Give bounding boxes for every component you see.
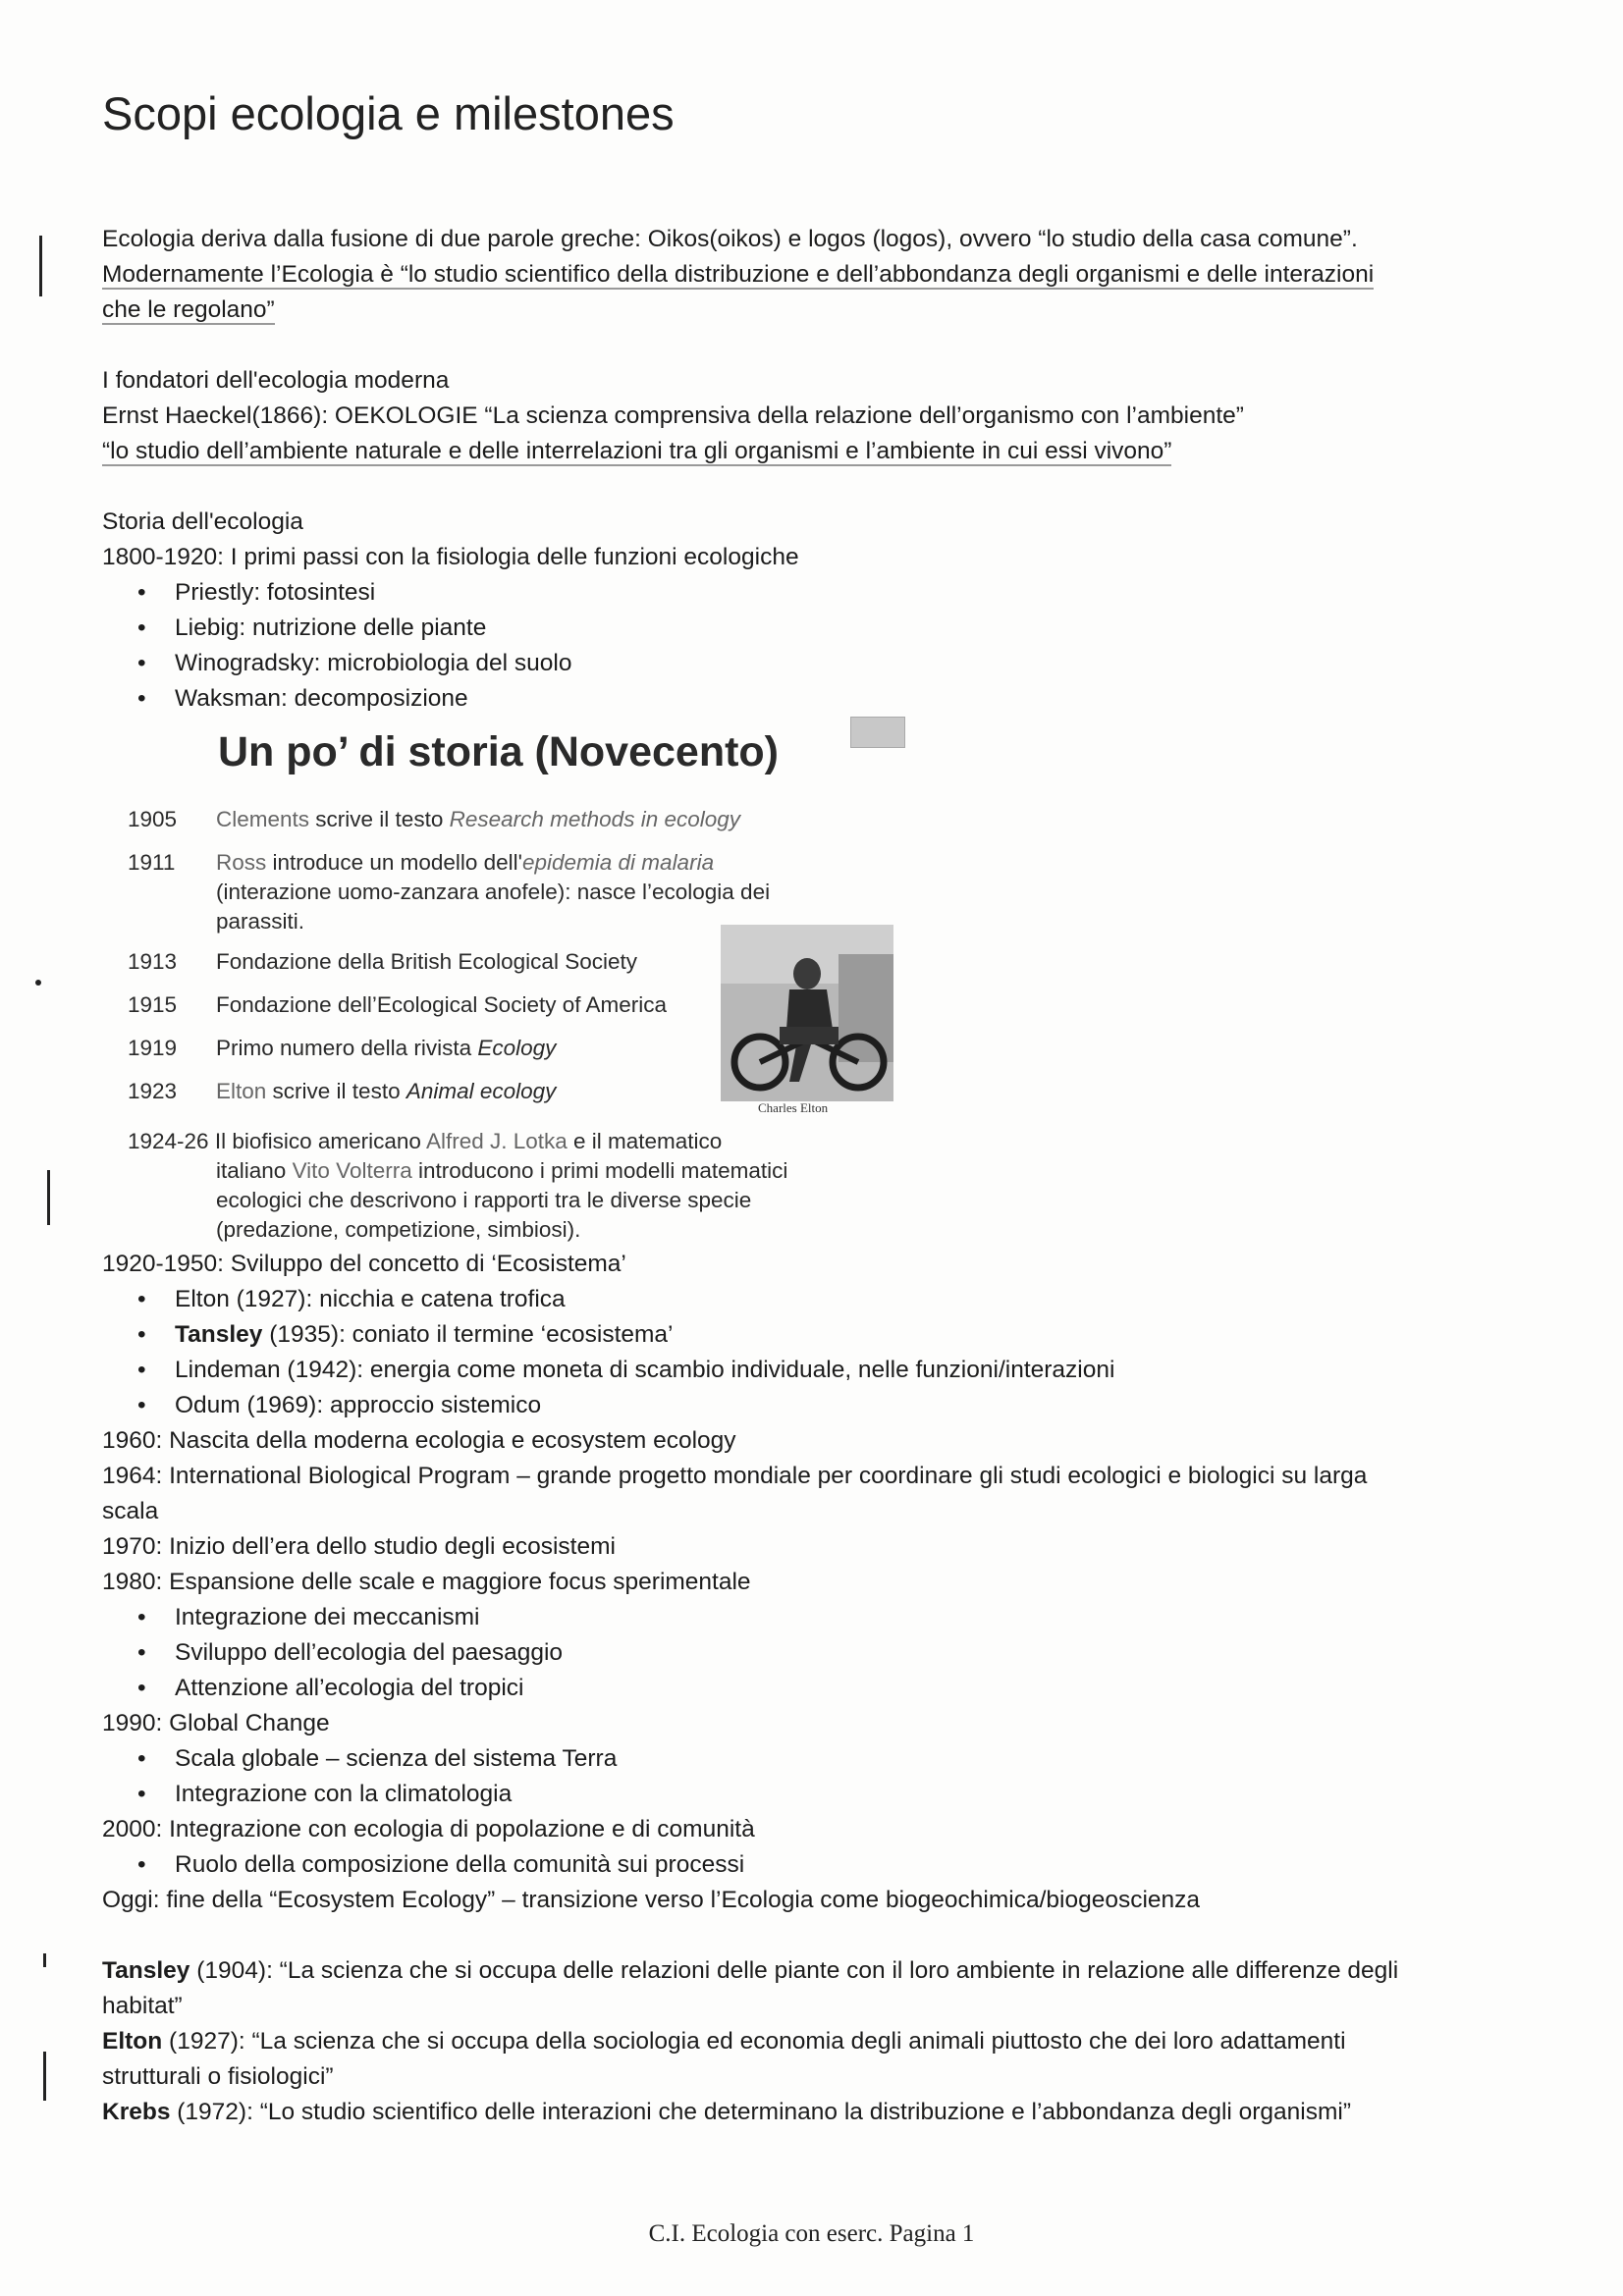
slide-row-1905: 1905 Clements scrive il testo Research methods in ecology	[128, 807, 741, 831]
scan-mark	[39, 236, 42, 296]
slide-row-1915: 1915 Fondazione dell’Ecological Society of America	[128, 992, 667, 1017]
scan-mark	[43, 2052, 46, 2101]
history-period-1800: 1800-1920: I primi passi con la fisiologia delle funzioni ecologiche	[102, 544, 799, 570]
scan-mark	[43, 1953, 46, 1967]
period-1800-list	[137, 575, 571, 717]
list-item: • Elton (1927): nicchia e catena trofica	[137, 1282, 1114, 1317]
definition-tansley: Tansley (1904): “La scienza che si occupa delle relazioni delle piante con il loro ambiente in relazione alle differenze degli	[102, 1957, 1399, 1984]
history-heading: Storia dell'ecologia	[102, 508, 303, 535]
slide-row-1923: 1923 Elton scrive il testo Animal ecology	[128, 1079, 557, 1103]
charles-elton-photo	[721, 925, 893, 1101]
list-item: • Priestly: fotosintesi	[137, 575, 571, 611]
intro-line-1: Ecologia deriva dalla fusione di due parole greche: Oikos(oikos) e logos (logos), ovvero “lo studio della casa comune”.	[102, 226, 1358, 252]
page-title: Scopi ecologia e milestones	[102, 87, 675, 139]
embedded-slide	[118, 707, 908, 1247]
slide-title: Un po’ di storia (Novecento)	[218, 728, 779, 775]
definition-krebs: Krebs (1972): “Lo studio scientifico delle interazioni che determinano la distribuzione e l’abbondanza degli organismi”	[102, 2099, 1352, 2125]
list-item: • Liebig: nutrizione delle piante	[137, 611, 571, 646]
list-item: • Scala globale – scienza del sistema Terra	[137, 1741, 617, 1777]
slide-row-1913: 1913 Fondazione della British Ecological Society	[128, 949, 637, 974]
list-item: • Odum (1969): approccio sistemico	[137, 1388, 1114, 1423]
year-1980-list	[137, 1600, 563, 1706]
founders-heading: I fondatori dell'ecologia moderna	[102, 367, 450, 394]
list-item: • Attenzione all’ecologia del tropici	[137, 1671, 563, 1706]
year-2000-list	[137, 1847, 744, 1883]
year-1990-list	[137, 1741, 617, 1812]
intro-line-3: che le regolano”	[102, 296, 275, 323]
year-1960: 1960: Nascita della moderna ecologia e ecosystem ecology	[102, 1427, 736, 1454]
founders-line-1: Ernst Haeckel(1866): OEKOLOGIE “La scienza comprensiva della relazione dell’organismo con l’ambiente”	[102, 402, 1244, 429]
period-1920-list	[137, 1282, 1114, 1423]
scan-mark	[35, 980, 41, 986]
scan-mark	[47, 1170, 50, 1225]
photo-caption: Charles Elton	[758, 1100, 829, 1115]
year-1964-cont: scala	[102, 1498, 159, 1524]
list-item: • Winogradsky: microbiologia del suolo	[137, 646, 571, 681]
year-1964: 1964: International Biological Program – grande progetto mondiale per coordinare gli studi ecologici e biologici su larga	[102, 1463, 1368, 1489]
definition-elton: Elton (1927): “La scienza che si occupa della sociologia ed economia degli animali piuttosto che dei loro adattamenti	[102, 2028, 1346, 2055]
oggi-line: Oggi: fine della “Ecosystem Ecology” – transizione verso l’Ecologia come biogeochimica/biogeoscienza	[102, 1887, 1201, 1913]
intro-line-2: Modernamente l’Ecologia è “lo studio scientifico della distribuzione e dell’abbondanza degli organismi e delle interazioni	[102, 261, 1375, 288]
list-item: • Tansley (1935): coniato il termine ‘ecosistema’	[137, 1317, 1114, 1353]
motorcycle-photo-graphic	[721, 925, 893, 1101]
year-1970: 1970: Inizio dell’era dello studio degli ecosistemi	[102, 1533, 616, 1560]
list-item: • Waksman: decomposizione	[137, 681, 571, 717]
slide-row-1911: 1911 Ross introduce un modello dell'epidemia di malaria (interazione uomo-zanzara anofele): nasce l’ecologia dei parassiti.	[128, 850, 771, 934]
list-item: • Integrazione dei meccanismi	[137, 1600, 563, 1635]
slide-row-1924: 1924-26 Il biofisico americano Alfred J. Lotka e il matematico italiano Vito Volterra introducono i primi modelli matematici ecologici che descrivono i rapporti tra le diverse specie (predazione, competizione, simbiosi).	[128, 1129, 788, 1242]
definition-tansley-cont: habitat”	[102, 1993, 183, 2019]
founders-line-2: “lo studio dell’ambiente naturale e delle interrelazioni tra gli organismi e l’ambiente in cui essi vivono”	[102, 438, 1172, 464]
year-1990: 1990: Global Change	[102, 1710, 330, 1736]
definition-elton-cont: strutturali o fisiologici”	[102, 2063, 334, 2090]
slide-row-1919: 1919 Primo numero della rivista Ecology	[128, 1036, 557, 1060]
period-1920: 1920-1950: Sviluppo del concetto di ‘Ecosistema’	[102, 1251, 626, 1277]
year-1980: 1980: Espansione delle scale e maggiore focus sperimentale	[102, 1569, 751, 1595]
list-item: • Lindeman (1942): energia come moneta di scambio individuale, nelle funzioni/interazioni	[137, 1353, 1114, 1388]
list-item: • Integrazione con la climatologia	[137, 1777, 617, 1812]
year-2000: 2000: Integrazione con ecologia di popolazione e di comunità	[102, 1816, 755, 1842]
list-item: • Ruolo della composizione della comunità sui processi	[137, 1847, 744, 1883]
list-item: • Sviluppo dell’ecologia del paesaggio	[137, 1635, 563, 1671]
page-footer: C.I. Ecologia con eserc. Pagina 1	[648, 2220, 975, 2247]
